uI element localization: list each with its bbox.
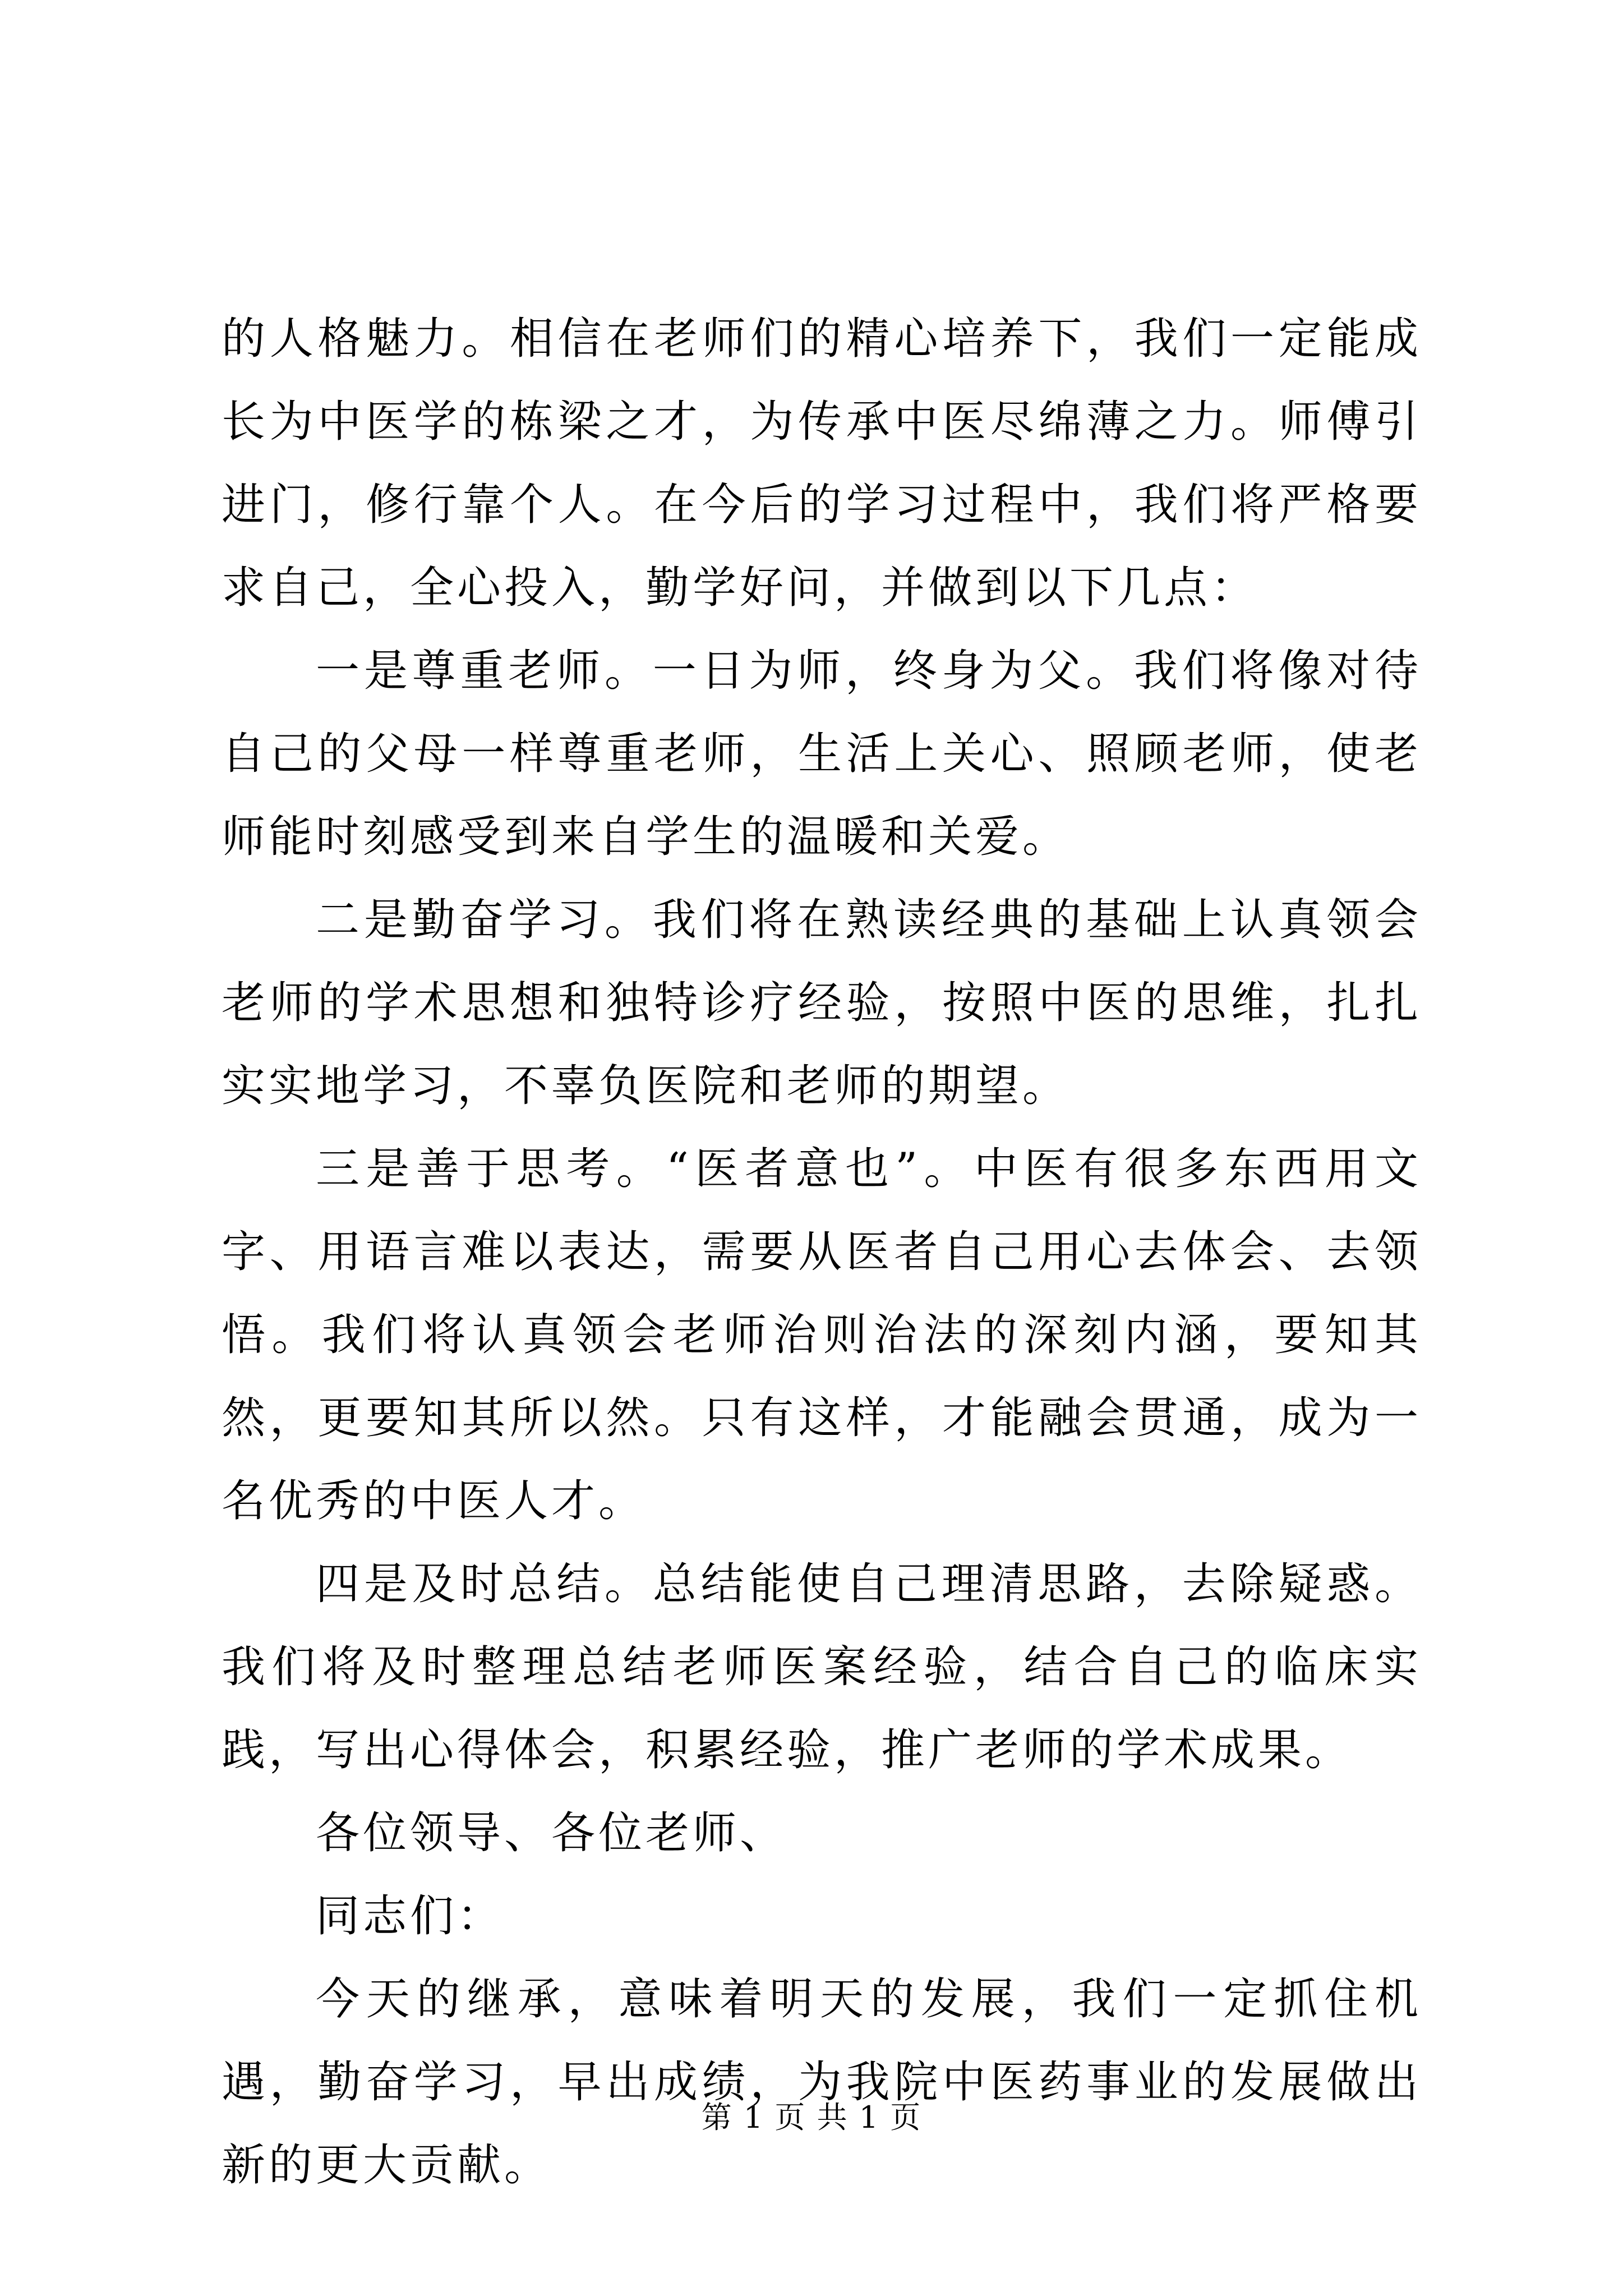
paragraph-salutation-leaders: 各位领导、各位老师、 xyxy=(316,1808,787,1858)
paragraph-salutation-comrades: 同志们： xyxy=(316,1891,505,1941)
paragraph-timely-summary: 四是及时总结。总结能使自己理清思路，去除疑惑。我们将及时整理总结老师医案经验，结合自己的临床实践，写出心得体会，积累经验，推广老师的学术成果。 xyxy=(222,1559,1422,1775)
document-body xyxy=(222,297,1422,2207)
paragraph-diligent-study: 二是勤奋学习。我们将在熟读经典的基础上认真领会老师的学术思想和独特诊疗经验，按照中医的思维，扎扎实实地学习，不辜负医院和老师的期望。 xyxy=(222,895,1422,1111)
page-footer: 第 1 页 共 1 页 xyxy=(701,2100,922,2135)
paragraph-respect-teachers: 一是尊重老师。一日为师，终身为父。我们将像对待自己的父母一样尊重老师，生活上关心、照顾老师，使老师能时刻感受到来自学生的温暖和关爱。 xyxy=(222,646,1422,862)
paragraph-continuation: 的人格魅力。相信在老师们的精心培养下，我们一定能成长为中医学的栋梁之才，为传承中医尽绵薄之力。师傅引进门，修行靠个人。在今后的学习过程中，我们将严格要求自己，全心投入，勤学好问，并做到以下几点： xyxy=(222,314,1422,613)
paragraph-good-thinking: 三是善于思考。“医者意也”。中医有很多东西用文字、用语言难以表达，需要从医者自己用心去体会、去领悟。我们将认真领会老师治则治法的深刻内涵，要知其然，更要知其所以然。只有这样，才能融会贯通，成为一名优秀的中医人才。 xyxy=(222,1144,1422,1526)
paragraph-closing: 今天的继承，意味着明天的发展，我们一定抓住机遇，勤奋学习，早出成绩，为我院中医药事业的发展做出新的更大贡献。 xyxy=(222,1974,1422,2191)
